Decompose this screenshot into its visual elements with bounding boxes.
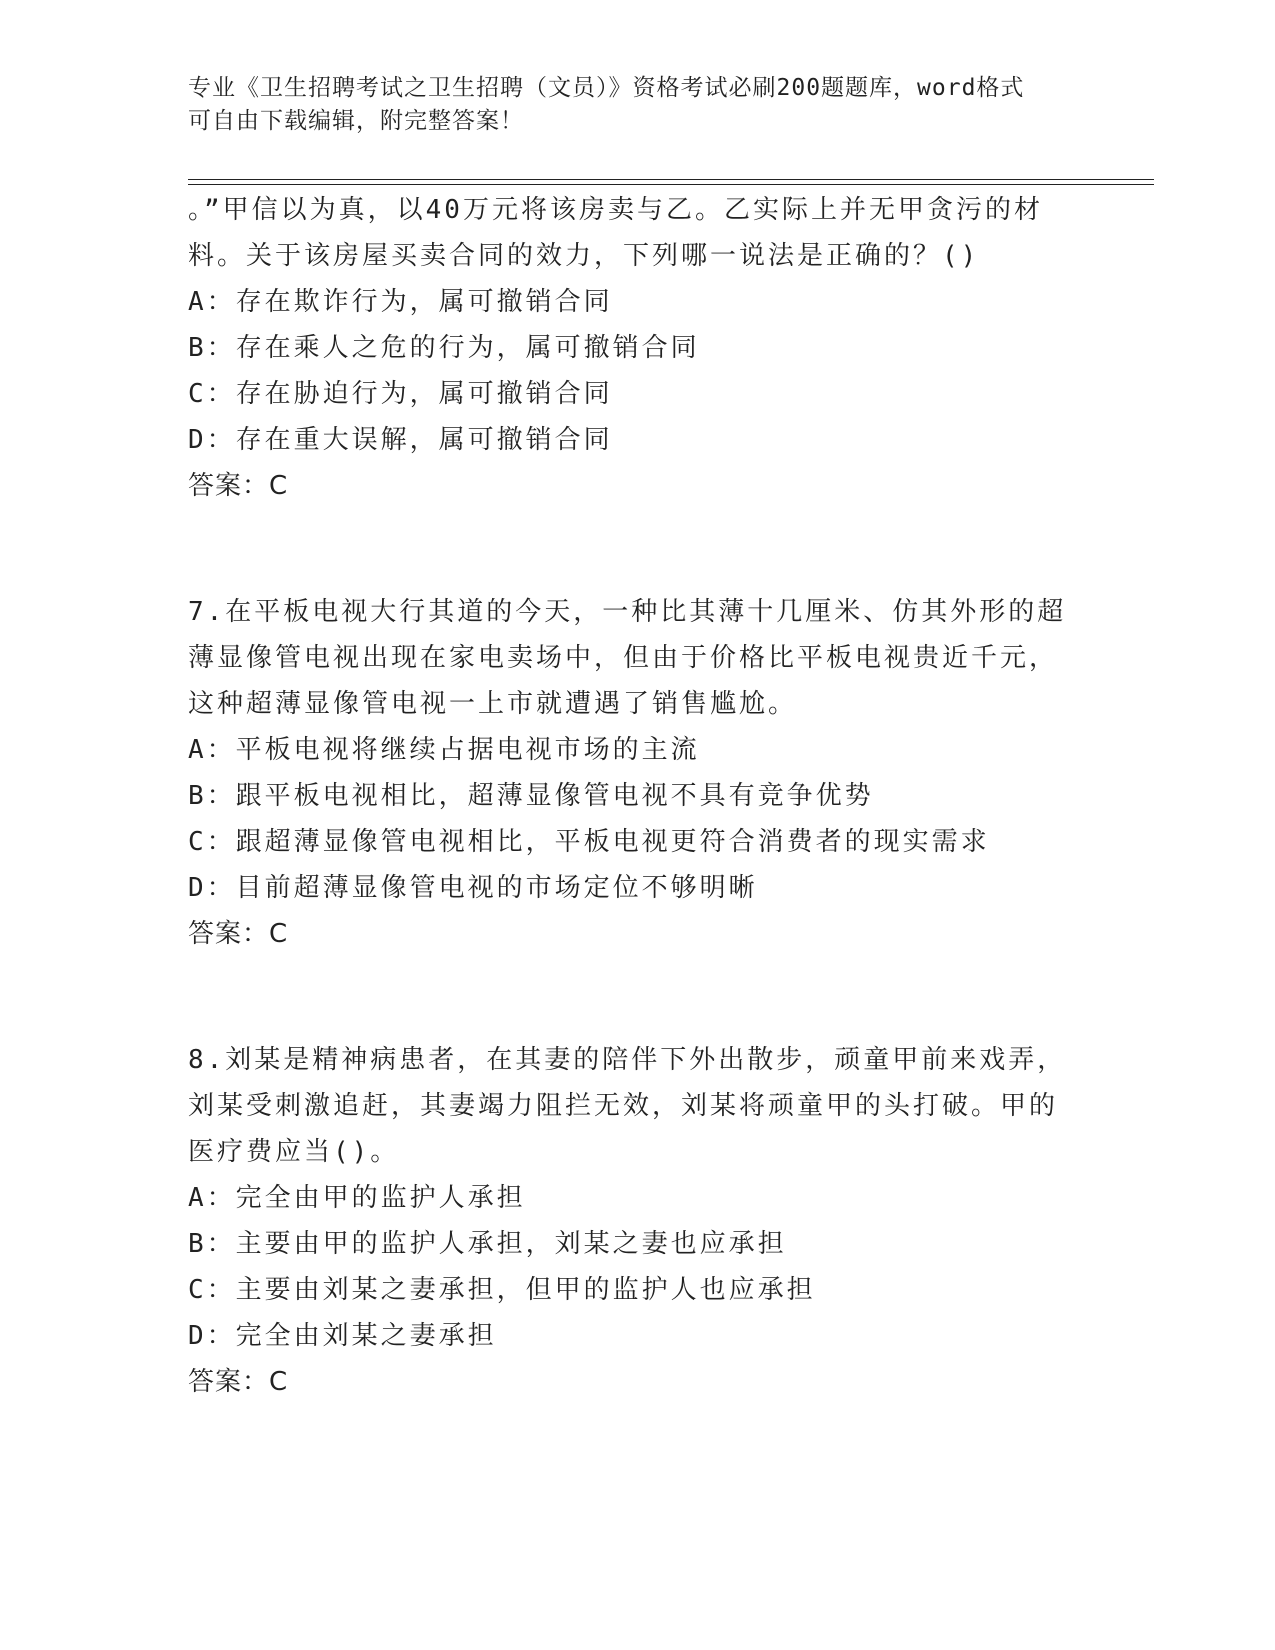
answer-line: 答案：C — [188, 1367, 289, 1397]
question-6-block — [188, 187, 1088, 509]
option-d: D：完全由刘某之妻承担 — [188, 1321, 497, 1351]
question-7-block — [188, 589, 1088, 957]
question-text-line: 料。关于该房屋买卖合同的效力，下列哪一说法是正确的？() — [188, 241, 980, 271]
question-spacer — [188, 957, 1088, 1037]
option-b: B：存在乘人之危的行为，属可撤销合同 — [188, 333, 700, 363]
question-8-block — [188, 1037, 1088, 1405]
option-d: D：存在重大误解，属可撤销合同 — [188, 425, 613, 455]
header-line-2: 可自由下载编辑，附完整答案！ — [188, 108, 524, 134]
question-text-line: 8.刘某是精神病患者，在其妻的陪伴下外出散步，顽童甲前来戏弄， — [188, 1045, 1067, 1075]
question-text-line: 。”甲信以为真，以40万元将该房卖与乙。乙实际上并无甲贪污的材 — [188, 195, 1043, 225]
option-a: A：完全由甲的监护人承担 — [188, 1183, 526, 1213]
option-a: A：存在欺诈行为，属可撤销合同 — [188, 287, 613, 317]
question-text-line: 7.在平板电视大行其道的今天，一种比其薄十几厘米、仿其外形的超 — [188, 597, 1067, 627]
option-c: C：跟超薄显像管电视相比，平板电视更符合消费者的现实需求 — [188, 827, 990, 857]
option-b: B：主要由甲的监护人承担，刘某之妻也应承担 — [188, 1229, 787, 1259]
document-header — [188, 72, 1088, 138]
option-a: A：平板电视将继续占据电视市场的主流 — [188, 735, 700, 765]
answer-line: 答案：C — [188, 919, 289, 949]
header-line-1: 专业《卫生招聘考试之卫生招聘（文员）》资格考试必刷200题题库，word格式 — [188, 75, 1025, 101]
question-text-line: 刘某受刺激追赶，其妻竭力阻拦无效，刘某将顽童甲的头打破。甲的 — [188, 1091, 1059, 1121]
question-text-line: 医疗费应当()。 — [188, 1137, 400, 1167]
answer-line: 答案：C — [188, 471, 289, 501]
header-divider-bottom — [188, 184, 1154, 185]
question-spacer — [188, 509, 1088, 589]
question-text-line: 这种超薄显像管电视一上市就遭遇了销售尴尬。 — [188, 689, 798, 719]
header-divider-top — [188, 179, 1154, 180]
option-c: C：存在胁迫行为，属可撤销合同 — [188, 379, 613, 409]
question-list — [188, 187, 1088, 1405]
option-d: D：目前超薄显像管电视的市场定位不够明晰 — [188, 873, 758, 903]
question-text-line: 薄显像管电视出现在家电卖场中，但由于价格比平板电视贵近千元， — [188, 643, 1059, 673]
option-b: B：跟平板电视相比，超薄显像管电视不具有竞争优势 — [188, 781, 874, 811]
option-c: C：主要由刘某之妻承担，但甲的监护人也应承担 — [188, 1275, 816, 1305]
